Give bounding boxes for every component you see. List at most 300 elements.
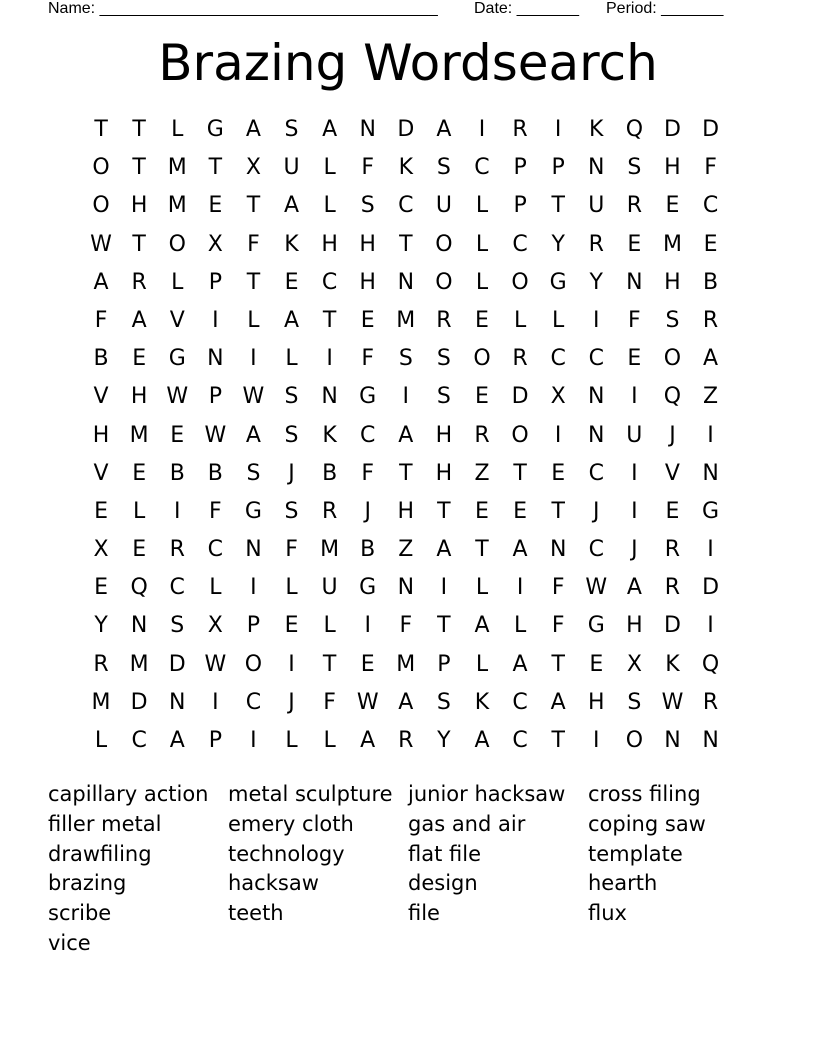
word-list-item: flux (588, 901, 627, 926)
word-list-item: scribe (48, 901, 112, 926)
grid-cell: E (360, 651, 375, 677)
grid-cell: G (206, 117, 224, 142)
grid-cell: G (168, 346, 186, 372)
grid-cell: L (475, 575, 489, 601)
grid-cell: L (475, 193, 489, 219)
grid-cell: G (587, 613, 605, 639)
grid-cell: T (513, 460, 527, 486)
grid-cell: C (360, 422, 376, 448)
word-list-item: cross filing (588, 782, 701, 806)
grid-cell: Q (663, 384, 682, 410)
grid-cell: R (512, 117, 528, 142)
grid-cell: A (283, 307, 300, 333)
grid-cell: P (208, 728, 222, 753)
grid-cell: F (628, 307, 641, 333)
grid-cell: M (129, 651, 149, 677)
grid-cell: R (398, 728, 414, 753)
grid-cell: T (208, 155, 223, 181)
grid-cell: X (626, 651, 642, 677)
grid-cell: H (435, 460, 453, 486)
grid-cell: F (361, 346, 375, 372)
grid-cell: K (322, 422, 337, 448)
grid-cell: Z (474, 460, 490, 486)
grid-cell: N (397, 269, 415, 295)
grid-cell: E (132, 537, 147, 563)
grid-cell: I (631, 498, 638, 524)
grid-cell: G (359, 575, 377, 601)
grid-cell: F (704, 155, 717, 181)
grid-cell: D (397, 117, 415, 142)
grid-cell: N (207, 346, 224, 372)
grid-cell: C (512, 689, 528, 715)
grid-cell: E (284, 613, 299, 639)
grid-cell: C (512, 728, 528, 753)
grid-cell: N (626, 269, 643, 295)
grid-cell: H (130, 193, 148, 219)
grid-cell: D (663, 613, 681, 639)
grid-cell: L (475, 231, 489, 257)
grid-cell: C (588, 346, 604, 372)
grid-cell: M (167, 193, 187, 219)
grid-cell: C (588, 460, 604, 486)
grid-cell: H (626, 613, 643, 639)
grid-cell: W (356, 689, 379, 715)
grid-cell: N (359, 117, 376, 142)
grid-cell: U (435, 193, 452, 219)
grid-cell: R (321, 498, 338, 524)
grid-cell: H (92, 422, 110, 448)
grid-cell: F (551, 613, 565, 639)
grid-cell: N (245, 537, 262, 563)
grid-cell: W (242, 384, 265, 410)
grid-cell: E (665, 193, 680, 219)
grid-cell: M (320, 537, 340, 563)
grid-cell: E (475, 384, 489, 410)
grid-cell: P (551, 155, 565, 181)
grid-cell: B (93, 346, 109, 372)
grid-cell: S (360, 193, 375, 219)
grid-cell: E (284, 269, 299, 295)
grid-cell: I (212, 689, 219, 715)
grid-cell: P (437, 651, 451, 677)
grid-cell: X (93, 537, 109, 563)
grid-cell: R (169, 537, 185, 563)
grid-cell: I (326, 346, 333, 372)
grid-cell: E (703, 231, 718, 257)
grid-cell: T (399, 460, 413, 486)
grid-cell: B (207, 460, 223, 486)
grid-cell: V (93, 460, 109, 486)
grid-cell: L (94, 728, 108, 753)
grid-cell: F (247, 231, 260, 257)
grid-cell: V (169, 307, 185, 333)
grid-cell: C (474, 155, 490, 181)
grid-cell: I (250, 728, 257, 753)
grid-cell: C (550, 346, 566, 372)
grid-cell: T (132, 117, 146, 142)
word-list-item: junior hacksaw (408, 782, 566, 806)
grid-cell: E (132, 346, 147, 372)
grid-cell: T (551, 498, 565, 524)
grid-cell: O (625, 728, 644, 753)
grid-cell: A (245, 117, 261, 142)
grid-cell: N (588, 155, 605, 181)
grid-cell: R (131, 269, 147, 295)
grid-cell: T (551, 193, 565, 219)
grid-cell: L (513, 307, 527, 333)
grid-cell: N (397, 575, 415, 601)
grid-cell: J (631, 537, 638, 563)
grid-cell: J (288, 689, 295, 715)
grid-cell: H (397, 498, 415, 524)
grid-cell: I (631, 460, 638, 486)
grid-cell: H (359, 231, 376, 257)
grid-cell: I (707, 422, 714, 448)
grid-cell: F (285, 537, 298, 563)
grid-cell: A (283, 193, 300, 219)
grid-cell: E (627, 231, 642, 257)
grid-cell: A (322, 117, 338, 142)
grid-cell: R (702, 689, 719, 715)
grid-cell: S (284, 117, 299, 142)
grid-cell: A (398, 689, 414, 715)
word-list-item: metal sculpture (228, 782, 393, 806)
grid-cell: A (512, 651, 528, 677)
grid-cell: F (551, 575, 565, 601)
grid-cell: O (511, 422, 529, 448)
word-list-item: design (408, 871, 478, 896)
word-list-item: filler metal (48, 811, 162, 836)
grid-cell: R (93, 651, 109, 677)
grid-cell: W (204, 422, 227, 448)
grid-cell: J (364, 498, 371, 524)
word-list (48, 780, 768, 959)
word-list-item: flat file (408, 841, 481, 866)
word-list-item: emery cloth (228, 811, 354, 836)
grid-cell: M (129, 422, 149, 448)
grid-cell: T (132, 155, 146, 181)
date-field-label[interactable]: Date: _______ (474, 0, 579, 17)
grid-cell: K (398, 155, 414, 181)
grid-cell: L (171, 117, 184, 142)
grid-cell: D (702, 575, 720, 601)
grid-cell: L (323, 193, 336, 219)
grid-cell: A (626, 575, 642, 601)
grid-cell: C (321, 269, 338, 295)
grid-cell: A (550, 689, 566, 715)
grid-cell: S (398, 346, 413, 372)
grid-cell: C (398, 193, 414, 219)
grid-cell: S (627, 689, 642, 715)
grid-cell: L (285, 575, 298, 601)
grid-cell: J (669, 422, 676, 448)
grid-cell: L (285, 728, 298, 753)
grid-cell: I (364, 613, 371, 639)
grid-cell: S (170, 613, 185, 639)
grid-cell: I (288, 651, 295, 677)
grid-cell: E (475, 307, 489, 333)
grid-cell: I (593, 728, 600, 753)
grid-cell: F (399, 613, 413, 639)
grid-cell: W (585, 575, 608, 601)
grid-cell: R (588, 231, 604, 257)
grid-cell: V (664, 460, 680, 486)
grid-cell: X (550, 384, 566, 410)
word-list-item: teeth (228, 901, 284, 926)
word-list-item: hearth (588, 871, 658, 896)
grid-cell: D (130, 689, 148, 715)
grid-cell: A (512, 537, 528, 563)
grid-cell: T (399, 231, 413, 257)
word-list-item: template (588, 841, 683, 866)
page-title: Brazing Wordsearch (158, 34, 658, 92)
grid-cell: A (703, 346, 719, 372)
grid-cell: N (702, 728, 719, 753)
grid-cell: W (90, 231, 112, 257)
grid-cell: D (663, 117, 681, 142)
grid-cell: A (360, 728, 376, 753)
grid-cell: A (169, 728, 185, 753)
grid-cell: I (250, 346, 257, 372)
grid-cell: Y (589, 269, 603, 295)
grid-cell: H (587, 689, 605, 715)
grid-cell: U (283, 155, 300, 181)
word-list-item: vice (48, 930, 91, 955)
grid-cell: I (631, 384, 638, 410)
grid-cell: A (398, 422, 414, 448)
grid-cell: O (435, 231, 453, 257)
grid-cell: I (554, 422, 562, 448)
grid-cell: E (627, 346, 642, 372)
grid-cell: H (130, 384, 148, 410)
name-field-label[interactable]: Name: ______________________________________ (48, 0, 438, 17)
grid-cell: L (133, 498, 146, 524)
word-list-item: technology (228, 841, 345, 866)
word-list-item: file (408, 901, 440, 926)
grid-cell: I (478, 117, 486, 142)
grid-cell: I (173, 498, 181, 524)
grid-cell: I (707, 537, 714, 563)
grid-cell: T (322, 651, 337, 677)
grid-cell: M (396, 307, 416, 333)
grid-cell: K (665, 651, 680, 677)
grid-cell: I (593, 307, 600, 333)
grid-cell: C (131, 728, 147, 753)
grid-cell: A (436, 537, 452, 563)
grid-cell: N (588, 384, 605, 410)
header-line (48, 0, 748, 20)
grid-cell: S (284, 498, 299, 524)
grid-cell: E (513, 498, 528, 524)
grid-cell: K (284, 231, 299, 257)
grid-cell: R (664, 575, 681, 601)
grid-cell: H (664, 155, 681, 181)
grid-cell: U (626, 422, 643, 448)
grid-cell: E (360, 307, 375, 333)
grid-cell: I (250, 575, 257, 601)
grid-cell: U (588, 193, 605, 219)
grid-cell: C (207, 537, 224, 563)
grid-cell: N (664, 728, 681, 753)
grid-cell: P (513, 155, 527, 181)
grid-cell: T (437, 613, 451, 639)
grid-cell: S (246, 460, 261, 486)
grid-cell: L (171, 269, 184, 295)
grid-cell: N (130, 613, 148, 639)
grid-cell: R (512, 346, 528, 372)
grid-cell: R (702, 307, 719, 333)
grid-cell: S (665, 307, 680, 333)
grid-cell: N (588, 422, 605, 448)
period-field-label[interactable]: Period: _______ (606, 0, 724, 17)
grid-cell: I (707, 613, 714, 639)
grid-cell: C (702, 193, 719, 219)
word-list-item: hacksaw (228, 871, 319, 896)
grid-cell: W (661, 689, 684, 715)
grid-cell: M (396, 651, 416, 677)
grid-cell: A (474, 728, 490, 753)
grid-cell: O (92, 155, 110, 181)
grid-cell: P (208, 269, 222, 295)
grid-cell: E (475, 498, 489, 524)
grid-cell: I (516, 575, 524, 601)
grid-cell: M (167, 155, 187, 181)
grid-cell: Q (701, 651, 720, 677)
grid-cell: E (208, 193, 223, 219)
grid-cell: E (170, 422, 185, 448)
grid-cell: A (131, 307, 147, 333)
grid-cell: Y (437, 728, 451, 753)
grid-cell: J (288, 460, 295, 486)
grid-cell: O (435, 269, 453, 295)
grid-cell: O (663, 346, 682, 372)
grid-cell: L (513, 613, 527, 639)
grid-cell: T (132, 231, 146, 257)
word-list-item: brazing (48, 871, 127, 896)
grid-cell: T (246, 193, 261, 219)
grid-cell: L (552, 307, 565, 333)
grid-cell: Y (551, 231, 565, 257)
grid-cell: S (284, 384, 299, 410)
grid-cell: L (323, 728, 336, 753)
grid-cell: E (551, 460, 566, 486)
grid-cell: O (168, 231, 186, 257)
grid-cell: X (207, 613, 223, 639)
grid-cell: X (245, 155, 261, 181)
grid-cell: S (627, 155, 642, 181)
grid-cell: A (436, 117, 452, 142)
grid-cell: S (436, 689, 451, 715)
grid-cell: I (212, 307, 219, 333)
grid-cell: U (321, 575, 338, 601)
grid-cell: T (94, 117, 108, 142)
grid-cell: N (321, 384, 338, 410)
word-list-item: coping saw (588, 811, 706, 836)
grid-cell: G (549, 269, 567, 295)
grid-cell: T (475, 537, 489, 563)
grid-cell: H (321, 231, 338, 257)
grid-cell: D (168, 651, 186, 677)
grid-cell: T (437, 498, 451, 524)
grid-cell: C (245, 689, 262, 715)
grid-cell: R (436, 307, 452, 333)
grid-cell: M (662, 231, 682, 257)
grid-cell: D (511, 384, 529, 410)
grid-cell: I (440, 575, 448, 601)
word-list-item: drawfiling (48, 841, 152, 866)
grid-cell: H (664, 269, 681, 295)
grid-cell: Z (703, 384, 719, 410)
grid-cell: B (703, 269, 719, 295)
grid-cell: T (551, 728, 565, 753)
grid-cell: T (551, 651, 565, 677)
grid-cell: F (323, 689, 336, 715)
grid-cell: L (285, 346, 298, 372)
grid-cell: B (322, 460, 338, 486)
grid-cell: H (359, 269, 376, 295)
word-list-item: gas and air (408, 811, 526, 836)
grid-cell: W (166, 384, 189, 410)
grid-cell: H (435, 422, 453, 448)
grid-cell: J (593, 498, 600, 524)
grid-cell: A (474, 613, 490, 639)
grid-cell: Q (130, 575, 148, 601)
grid-cell: L (475, 651, 489, 677)
grid-cell: I (402, 384, 410, 410)
grid-cell: L (247, 307, 260, 333)
grid-cell: C (588, 537, 604, 563)
grid-cell: E (94, 575, 108, 601)
grid-cell: O (473, 346, 491, 372)
grid-cell: K (589, 117, 604, 142)
grid-cell: L (323, 155, 336, 181)
grid-cell: I (554, 117, 562, 142)
grid-cell: E (94, 498, 108, 524)
grid-cell: G (244, 498, 262, 524)
grid-cell: G (702, 498, 720, 524)
grid-cell: C (512, 231, 528, 257)
grid-cell: F (361, 155, 375, 181)
grid-cell: A (245, 422, 261, 448)
grid-cell: A (93, 269, 109, 295)
grid-cell: P (208, 384, 222, 410)
grid-cell: C (169, 575, 185, 601)
grid-cell: E (589, 651, 604, 677)
grid-cell: N (549, 537, 567, 563)
grid-cell: F (94, 307, 108, 333)
grid-cell: Q (625, 117, 644, 142)
grid-cell: K (474, 689, 490, 715)
grid-cell: R (664, 537, 681, 563)
grid-cell: S (436, 346, 451, 372)
grid-cell: O (511, 269, 529, 295)
grid-cell: B (169, 460, 185, 486)
grid-cell: F (209, 498, 222, 524)
grid-cell: X (207, 231, 223, 257)
grid-cell: P (513, 193, 527, 219)
grid-cell: P (246, 613, 261, 639)
grid-cell: N (702, 460, 719, 486)
grid-cell: R (474, 422, 490, 448)
grid-cell: L (209, 575, 222, 601)
grid-cell: F (361, 460, 375, 486)
grid-cell: S (436, 384, 451, 410)
grid-cell: M (91, 689, 111, 715)
grid-cell: E (665, 498, 680, 524)
grid-cell: Y (94, 613, 108, 639)
grid-cell: S (436, 155, 451, 181)
grid-cell: N (169, 689, 186, 715)
